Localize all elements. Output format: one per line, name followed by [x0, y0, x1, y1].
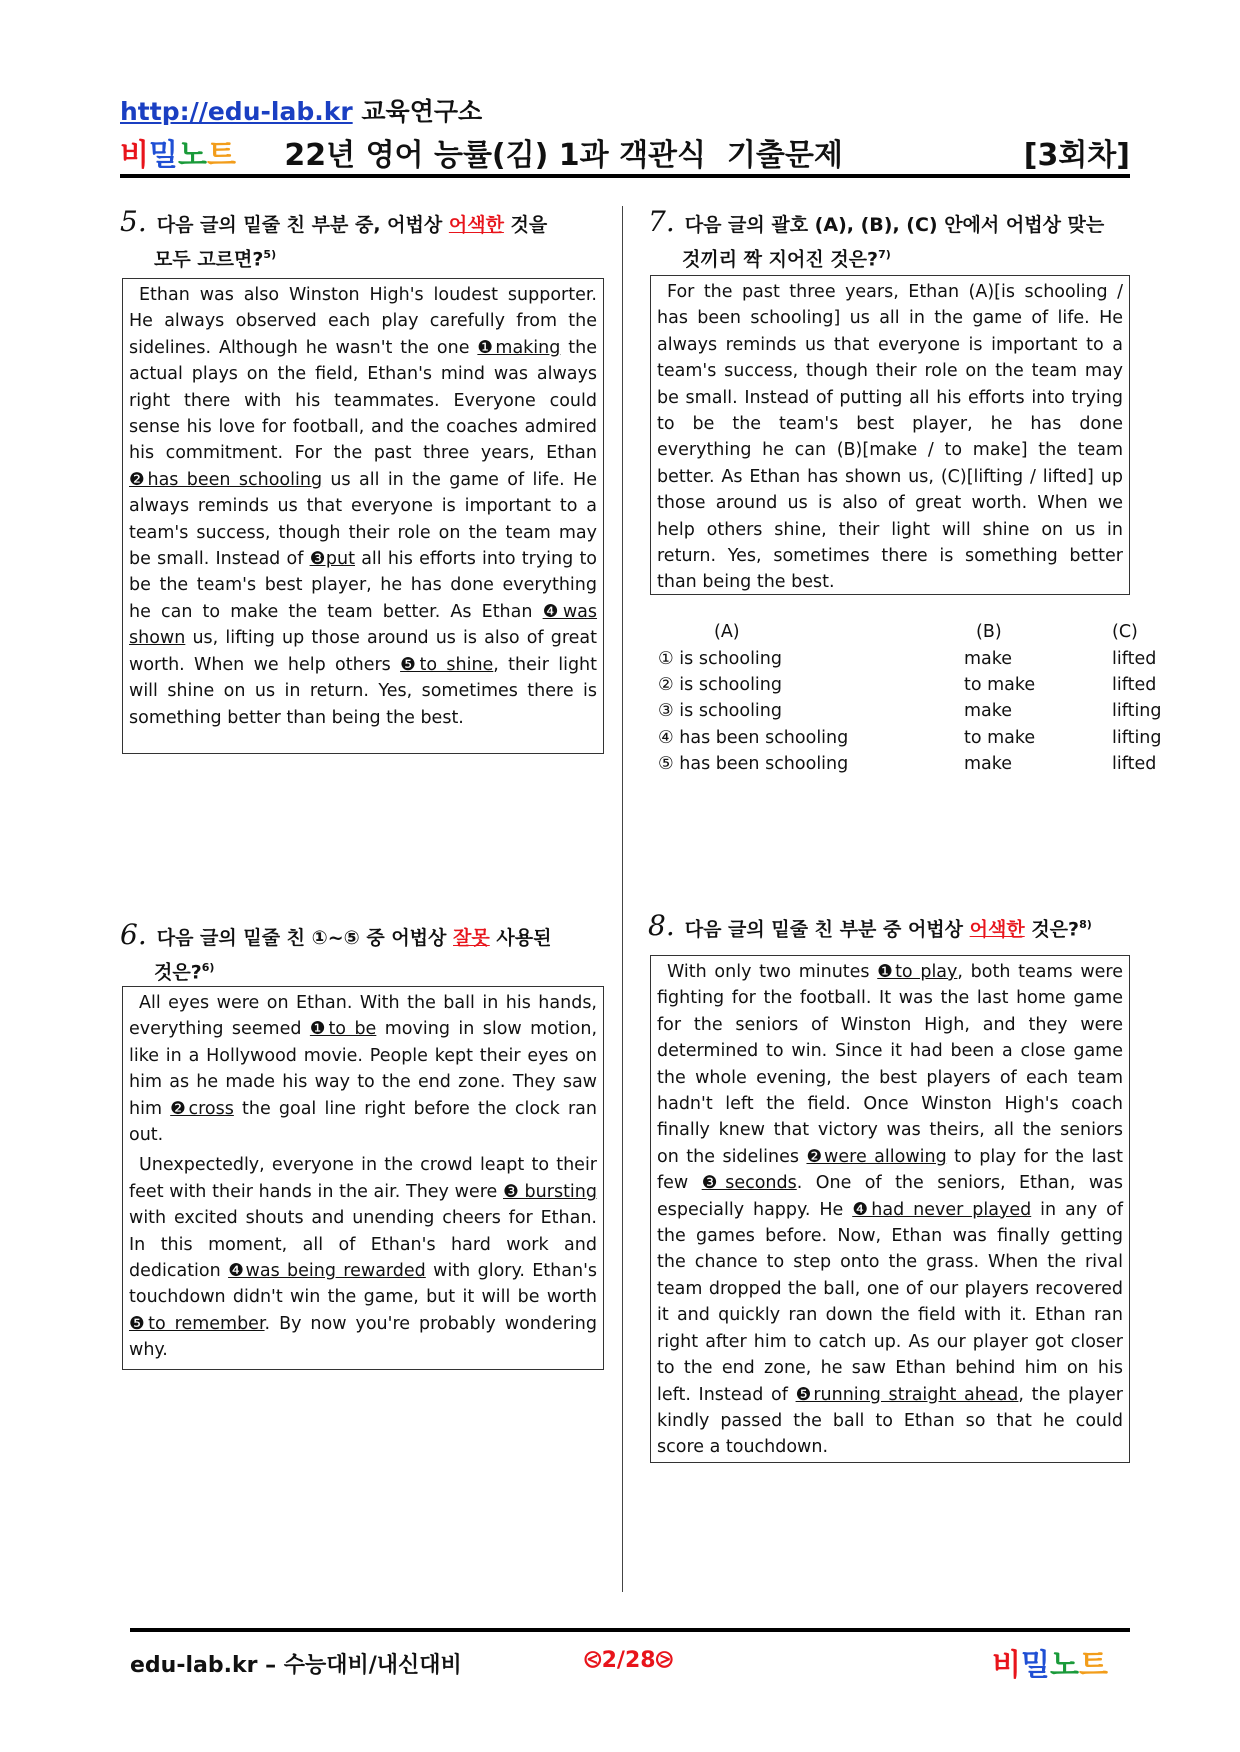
footnote-ref: 7) [878, 248, 891, 261]
choice-option[interactable]: ③ is schooling make lifting [658, 701, 1162, 722]
page-title [120, 130, 1130, 174]
question-6-passage: All eyes were on Ethan. With the ball in his hands, everything seemed ❶to be moving in slow motion, like in a Hollywood movie. People kept their eyes on him as he made his way to the end zone. They saw him ❷cross the goal line right before the clock ran out. Unexpectedly, everyone in the crowd leapt to their feet with their hands in the air. They were ❸ bursting with excited shouts and unending cheers for Ethan. In this moment, all of Ethan's hard work and dedication ❹was being rewarded with glory. Ethan's touchdown didn't win the game, but it will be worth ❺to remember. By now you're probably wondering why. [122, 986, 604, 1370]
choice-option[interactable]: ① is schooling make lifted [658, 648, 1157, 669]
choice-option[interactable]: ④ has been schooling to make lifting [658, 727, 1162, 748]
emphasis: 어색한 [969, 918, 1025, 941]
choice-option[interactable]: ② is schooling to make lifted [658, 674, 1157, 695]
question-5-passage: Ethan was also Winston High's loudest supporter. He always observed each play carefully from the sidelines. Although he wasn't the one ❶making the actual plays on the field, Ethan's mind was always right there with his teammates. Everyone could sense his love for football, and the coaches admired his commitment. For the past three years, Ethan ❷has been schooling us all in the game of life. He always reminds us that everyone is important to a team's success, though their role on the team may be small. Instead of ❸put all his efforts into trying to be the team's best player, he has done everything he can to make the team better. As Ethan ❹was shown us, lifting up those around us is also of great worth. When we help others ❺to shine, their light will shine on us in return. Yes, sometimes there is something better than being the best. [122, 278, 604, 754]
footer-left: edu-lab.kr – 수능대비/내신대비 [130, 1653, 462, 1678]
footnote-ref: 5) [263, 248, 277, 261]
emphasis: 잘못 [453, 927, 490, 949]
title-text: 22년 영어 능률(김) 1과 객관식 기출문제 [284, 138, 843, 173]
question-5-prompt: 5. 다음 글의 밑줄 친 부분 중, 어법상 어색한 것을 모두 고르면?$^{5)}$ [120, 205, 548, 271]
question-number: 7. [648, 205, 675, 238]
question-number: 8. [648, 909, 675, 943]
footer-rule [130, 1628, 1130, 1632]
brand-logo: 비밀노트 [120, 138, 236, 173]
question-8-passage: With only two minutes ❶to play, both teams were fighting for the football. It was the last home game for the seniors of Winston High, and they were determined to win. Since it had been a close game the whole evening, the best players of each team hadn't left the field. Once Winston High's coach finally knew that victory was theirs, all the seniors on the sidelines ❷were allowing to play for the last few ❸seconds. One of the seniors, Ethan, was especially happy. He ❹had never played in any of the games before. Now, Ethan was finally getting the chance to step onto the grass. When the rival team dropped the ball, one of our players recovered it and quickly ran down the field with it. Ethan ran right after him to catch up. As our player got closer to the end zone, he saw Ethan behind him on his left. Instead of ❺running straight ahead, the player kindly passed the ball to Ethan so that he could score a touchdown. [650, 955, 1130, 1463]
choice-option[interactable]: ⑤ has been schooling make lifted [658, 754, 1157, 775]
column-divider [622, 206, 623, 1592]
question-6-prompt: 6. 다음 글의 밑줄 친 ①~⑤ 중 어법상 잘못 사용된 것은?$^{6)}$ [120, 918, 552, 984]
round-label: [3회차] [1023, 138, 1130, 173]
footer-brand-logo: 비밀노트 [992, 1648, 1108, 1683]
question-7-choices [658, 619, 1162, 777]
footnote-ref: 8) [1079, 918, 1092, 931]
org-name: 교육연구소 [361, 97, 483, 126]
emphasis: 어색한 [448, 214, 504, 236]
question-number: 5. [120, 205, 147, 238]
header-rule [120, 174, 1130, 178]
choices-header: (A) (B) (C) [714, 622, 1138, 643]
page-indicator: ⧀2/28⧁ [584, 1648, 674, 1673]
question-7-prompt: 7. 다음 글의 괄호 (A), (B), (C) 안에서 어법상 맞는 것끼리 짝 지어진 것은?$^{7)}$ [648, 205, 1105, 271]
question-8-prompt: 8. 다음 글의 밑줄 친 부분 중 어법상 어색한 것은?$^{8)}$ [648, 909, 1092, 943]
header-url-line [120, 92, 482, 128]
question-7-passage: For the past three years, Ethan (A)[is schooling / has been schooling] us all in the game of life. He always reminds us that everyone is important to a team's success, though their role on the team may be small. Instead of putting all his efforts into trying to be the team's best player, he has done everything he can (B)[make / to make] the team better. As Ethan has shown us, (C)[lifting / lifted] up those around us is also of great worth. When we help others shine, their light will shine on us in return. Yes, sometimes there is something better than being the best. [650, 275, 1130, 595]
question-number: 6. [120, 918, 147, 951]
site-link[interactable]: http://edu-lab.kr [120, 97, 353, 126]
footnote-ref: 6) [201, 961, 215, 974]
